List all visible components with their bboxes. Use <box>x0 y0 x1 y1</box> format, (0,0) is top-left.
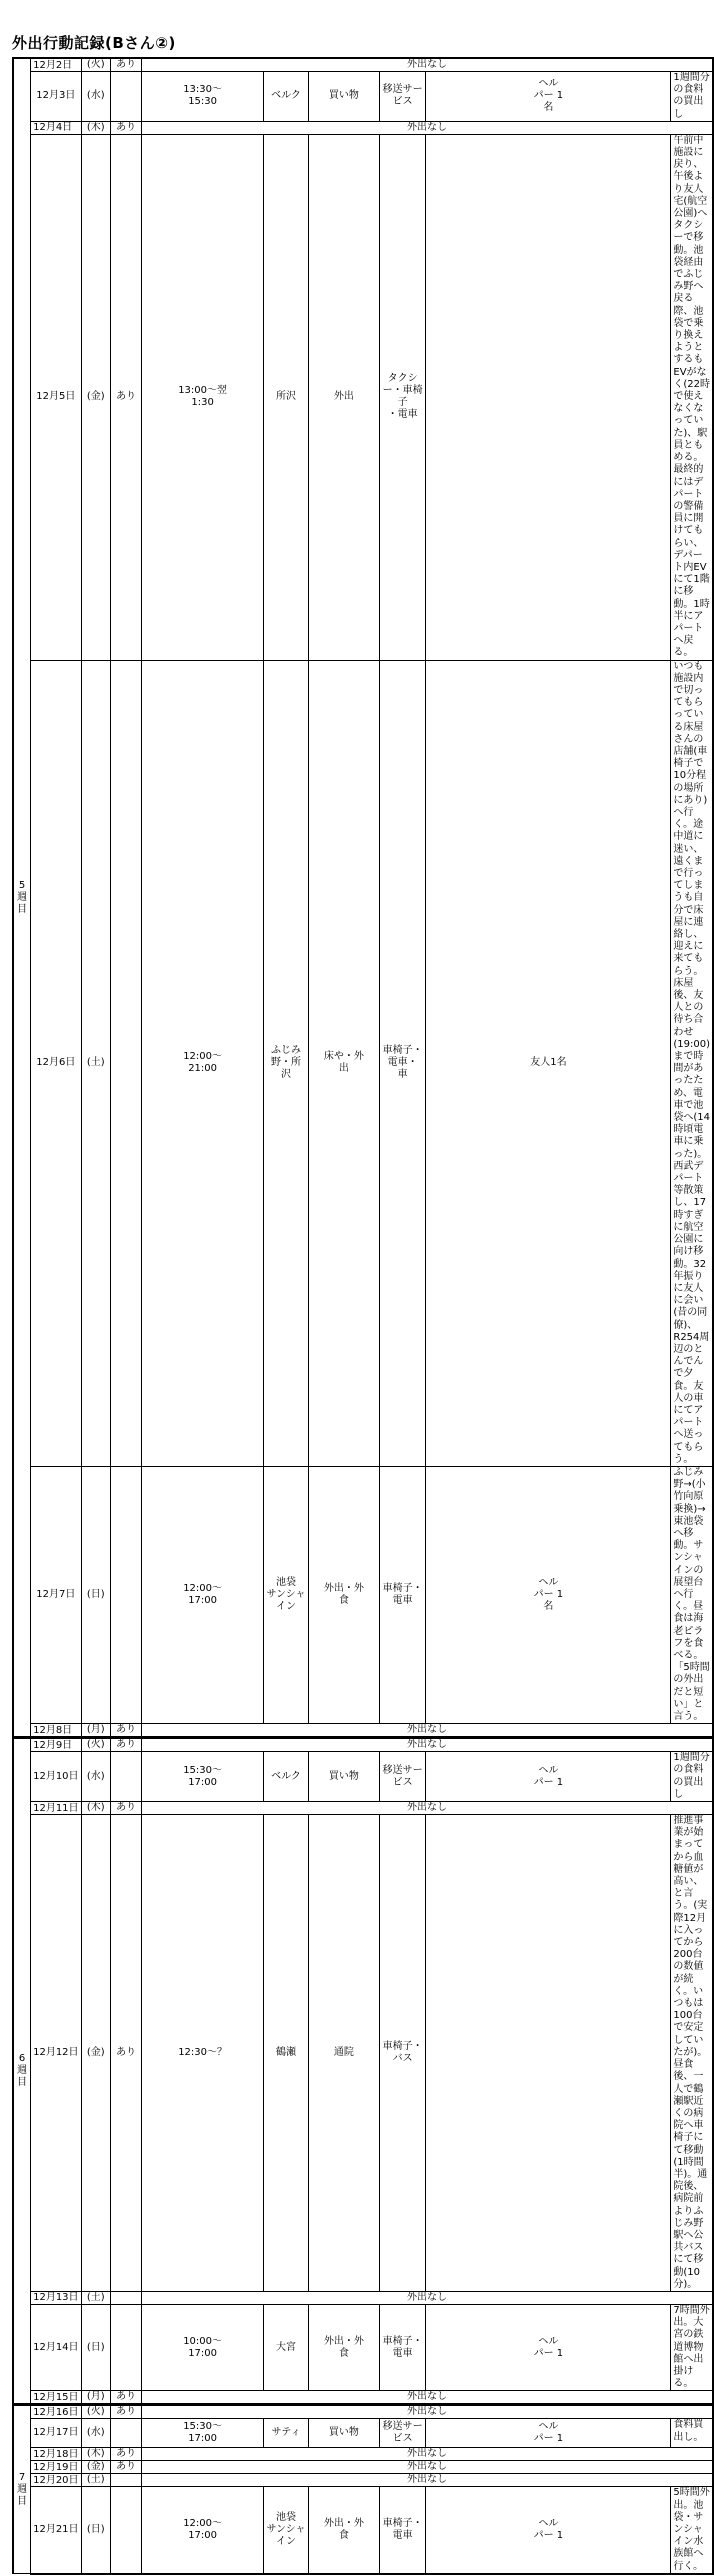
table-row <box>13 1802 713 1815</box>
means-cell: タクシー・車椅 子 ・電車 <box>379 134 426 660</box>
purpose-cell: 外出 <box>308 134 379 660</box>
no-outing-cell: 外出なし <box>142 1738 713 1752</box>
table-row <box>13 2391 713 2405</box>
week-label-char: 目 <box>17 2077 28 2089</box>
no-outing-cell: 外出なし <box>142 2448 713 2461</box>
place-cell: サティ <box>264 2419 309 2448</box>
table-row <box>13 121 713 134</box>
flag-cell <box>111 660 142 1466</box>
week-label-char: 週 <box>17 2065 28 2077</box>
time-cell: 10:00～ 17:00 <box>142 2304 264 2390</box>
place-cell: 大宮 <box>264 2304 309 2390</box>
note-cell: いつも施設内で切ってもらっている床屋さんの店舗(車椅子で10分程の場所にあり)へ行く。途中道に迷い、遠くまで行ってしまうも自分で床屋に連絡し、迎えに来てもらう。床屋後、友人との待ち合わせ(19:00)まで時間があったため、電車で池袋へ(14時頃電車に乗った)。西武デパート等散策し、17時すぎに航空公園に向け移動。32年振りに友人に会い(昔の同僚)、R254周辺のとんでんで夕食。友人の車にてアパートへ送ってもらう。 <box>671 660 713 1466</box>
no-outing-cell: 外出なし <box>142 2474 713 2487</box>
companion-cell: ヘル パー 1 <box>426 1752 671 1802</box>
week-label-char: 目 <box>17 2495 28 2507</box>
weekday-cell: (日) <box>81 1466 111 1723</box>
table-row <box>13 2304 713 2390</box>
table-row <box>13 1815 713 2292</box>
purpose-cell: 買い物 <box>308 2419 379 2448</box>
note-cell: 推進事業が始まってから血糖値が高い、と言う。(実際12月に入ってから200台の数値が続く。いつもは100台で安定していたが)。昼食後、一人で鶴瀬駅近くの病院へ車椅子にて移動(1時間半)。通院後、病院前よりふじみ野駅へ公共バスにて移動(10分)。 <box>671 1815 713 2292</box>
date-cell: 12月16日 <box>31 2405 81 2419</box>
companion-cell: ヘル パー 1 <box>426 2304 671 2390</box>
note-cell: 食料買出し。 <box>671 2419 713 2448</box>
table-row <box>13 2405 713 2419</box>
flag-cell: あり <box>111 1802 142 1815</box>
means-cell: 車椅子・バス <box>379 1815 426 2292</box>
weekday-cell: (木) <box>81 121 111 134</box>
weekday-cell: (土) <box>81 660 111 1466</box>
no-outing-cell: 外出なし <box>142 2461 713 2474</box>
table-row <box>13 1724 713 1738</box>
week-label <box>13 1738 31 2405</box>
flag-cell: あり <box>111 1815 142 2292</box>
weekday-cell: (月) <box>81 1724 111 1738</box>
companion-cell: 友人1名 <box>426 660 671 1466</box>
flag-cell: あり <box>111 2391 142 2405</box>
purpose-cell: 通院 <box>308 1815 379 2292</box>
place-cell: 所沢 <box>264 134 309 660</box>
weekday-cell: (日) <box>81 2304 111 2390</box>
companion-cell: ヘル パー 1 名 <box>426 72 671 122</box>
time-cell: 12:00～ 17:00 <box>142 2487 264 2574</box>
week-label-char: 目 <box>17 903 28 915</box>
week-label-char: 5 <box>18 879 26 891</box>
table-row <box>13 2487 713 2574</box>
note-cell: 5時間外出。池袋・サンシャイン水族館へ行く。 <box>671 2487 713 2574</box>
means-cell: 移送サービス <box>379 72 426 122</box>
table-row <box>13 1752 713 1802</box>
place-cell: ベルク <box>264 72 309 122</box>
weekday-cell: (金) <box>81 2461 111 2474</box>
table-row <box>13 1738 713 1752</box>
table-row <box>13 2448 713 2461</box>
flag-cell <box>111 2304 142 2390</box>
place-cell: 池袋 サンシャイン <box>264 1466 309 1723</box>
date-cell: 12月11日 <box>31 1802 81 1815</box>
date-cell: 12月7日 <box>31 1466 81 1723</box>
note-cell: 7時間外出。大宮の鉄道博物館へ出掛ける。 <box>671 2304 713 2390</box>
date-cell: 12月2日 <box>31 58 81 72</box>
means-cell: 移送サービス <box>379 1752 426 1802</box>
flag-cell <box>111 1752 142 1802</box>
flag-cell: あり <box>111 134 142 660</box>
weekday-cell: (金) <box>81 134 111 660</box>
date-cell: 12月13日 <box>31 2291 81 2304</box>
purpose-cell: 外出・外 食 <box>308 2304 379 2390</box>
weekday-cell: (日) <box>81 2487 111 2574</box>
weekday-cell: (火) <box>81 58 111 72</box>
table-row <box>13 72 713 122</box>
companion-cell: ヘル パー 1 <box>426 2487 671 2574</box>
document-title: 外出行動記録(Bさん②) <box>12 34 176 52</box>
table-row <box>13 2419 713 2448</box>
date-cell: 12月8日 <box>31 1724 81 1738</box>
weekday-cell: (月) <box>81 2391 111 2405</box>
date-cell: 12月12日 <box>31 1815 81 2292</box>
purpose-cell: 外出・外 食 <box>308 1466 379 1723</box>
date-cell: 12月19日 <box>31 2461 81 2474</box>
companion-cell: ヘル パー 1 <box>426 2419 671 2448</box>
date-cell: 12月17日 <box>31 2419 81 2448</box>
weekday-cell: (水) <box>81 72 111 122</box>
no-outing-cell: 外出なし <box>142 1724 713 1738</box>
no-outing-cell: 外出なし <box>142 58 713 72</box>
note-cell: 午前中施設に戻り、午後より友人宅(航空公園)へタクシーで移動。池袋経由でふじみ野へ戻る際、池袋で乗り換えようとするもEVがなく(22時で使えなくなっていた)、駅員ともめる。最終的にはデパートの警備員に開けてもらい、デパート内EVにて1階に移動。1時半にアパートへ戻る。 <box>671 134 713 660</box>
flag-cell <box>111 2419 142 2448</box>
companion-cell: ヘル パー 1 名 <box>426 1466 671 1723</box>
no-outing-cell: 外出なし <box>142 121 713 134</box>
means-cell: 車椅子・電車・ 車 <box>379 660 426 1466</box>
flag-cell: あり <box>111 2405 142 2419</box>
weekday-cell: (金) <box>81 1815 111 2292</box>
purpose-cell: 外出・外 食 <box>308 2487 379 2574</box>
companion-cell <box>426 134 671 660</box>
time-cell: 13:30～ 15:30 <box>142 72 264 122</box>
week-label-char: 週 <box>17 891 28 903</box>
outing-record-table <box>12 57 714 2575</box>
flag-cell <box>111 2487 142 2574</box>
table-row <box>13 2461 713 2474</box>
time-cell: 12:30～？ <box>142 1815 264 2292</box>
outing-record-table-container <box>12 57 714 2575</box>
means-cell: 移送サービス <box>379 2419 426 2448</box>
flag-cell: あり <box>111 1724 142 1738</box>
purpose-cell: 床や・外 出 <box>308 660 379 1466</box>
companion-cell <box>426 1815 671 2292</box>
flag-cell <box>111 1466 142 1723</box>
weekday-cell: (土) <box>81 2291 111 2304</box>
date-cell: 12月14日 <box>31 2304 81 2390</box>
date-cell: 12月5日 <box>31 134 81 660</box>
flag-cell <box>111 2291 142 2304</box>
means-cell: 車椅子・電車 <box>379 2304 426 2390</box>
date-cell: 12月21日 <box>31 2487 81 2574</box>
note-cell: 1週間分の食料の買出し <box>671 72 713 122</box>
week-label-char: 6 <box>18 2053 26 2065</box>
flag-cell: あり <box>111 58 142 72</box>
week-label <box>13 2405 31 2574</box>
time-cell: 13:00～翌 1:30 <box>142 134 264 660</box>
place-cell: 池袋 サンシャイン <box>264 2487 309 2574</box>
purpose-cell: 買い物 <box>308 1752 379 1802</box>
no-outing-cell: 外出なし <box>142 2405 713 2419</box>
note-cell: 1週間分の食料の買出し <box>671 1752 713 1802</box>
flag-cell <box>111 72 142 122</box>
weekday-cell: (木) <box>81 2448 111 2461</box>
date-cell: 12月18日 <box>31 2448 81 2461</box>
means-cell: 車椅子・電車 <box>379 2487 426 2574</box>
flag-cell <box>111 2474 142 2487</box>
weekday-cell: (水) <box>81 1752 111 1802</box>
table-row <box>13 134 713 660</box>
no-outing-cell: 外出なし <box>142 1802 713 1815</box>
note-cell: ふじみ野→(小竹向原乗換)→東池袋へ移動。サンシャインの展望台へ行く。昼食は海老ピラフを食べる。「5時間の外出だと短い」と言う。 <box>671 1466 713 1723</box>
time-cell: 15:30～ 17:00 <box>142 1752 264 1802</box>
weekday-cell: (水) <box>81 2419 111 2448</box>
date-cell: 12月6日 <box>31 660 81 1466</box>
time-cell: 12:00～ 17:00 <box>142 1466 264 1723</box>
time-cell: 12:00～ 21:00 <box>142 660 264 1466</box>
table-row <box>13 660 713 1466</box>
place-cell: ベルク <box>264 1752 309 1802</box>
date-cell: 12月9日 <box>31 1738 81 1752</box>
flag-cell: あり <box>111 121 142 134</box>
date-cell: 12月4日 <box>31 121 81 134</box>
means-cell: 車椅子・電車 <box>379 1466 426 1723</box>
table-row <box>13 58 713 72</box>
weekday-cell: (土) <box>81 2474 111 2487</box>
date-cell: 12月10日 <box>31 1752 81 1802</box>
no-outing-cell: 外出なし <box>142 2291 713 2304</box>
time-cell: 15:30～ 17:00 <box>142 2419 264 2448</box>
week-label <box>13 58 31 1738</box>
place-cell: ふじみ野・所 沢 <box>264 660 309 1466</box>
flag-cell: あり <box>111 1738 142 1752</box>
date-cell: 12月15日 <box>31 2391 81 2405</box>
table-row <box>13 2291 713 2304</box>
flag-cell: あり <box>111 2461 142 2474</box>
weekday-cell: (木) <box>81 1802 111 1815</box>
table-row <box>13 2474 713 2487</box>
table-row <box>13 1466 713 1723</box>
weekday-cell: (火) <box>81 2405 111 2419</box>
weekday-cell: (火) <box>81 1738 111 1752</box>
flag-cell: あり <box>111 2448 142 2461</box>
week-label-char: 7 <box>18 2471 26 2483</box>
week-label-char: 週 <box>17 2483 28 2495</box>
place-cell: 鶴瀬 <box>264 1815 309 2292</box>
date-cell: 12月20日 <box>31 2474 81 2487</box>
purpose-cell: 買い物 <box>308 72 379 122</box>
date-cell: 12月3日 <box>31 72 81 122</box>
no-outing-cell: 外出なし <box>142 2391 713 2405</box>
